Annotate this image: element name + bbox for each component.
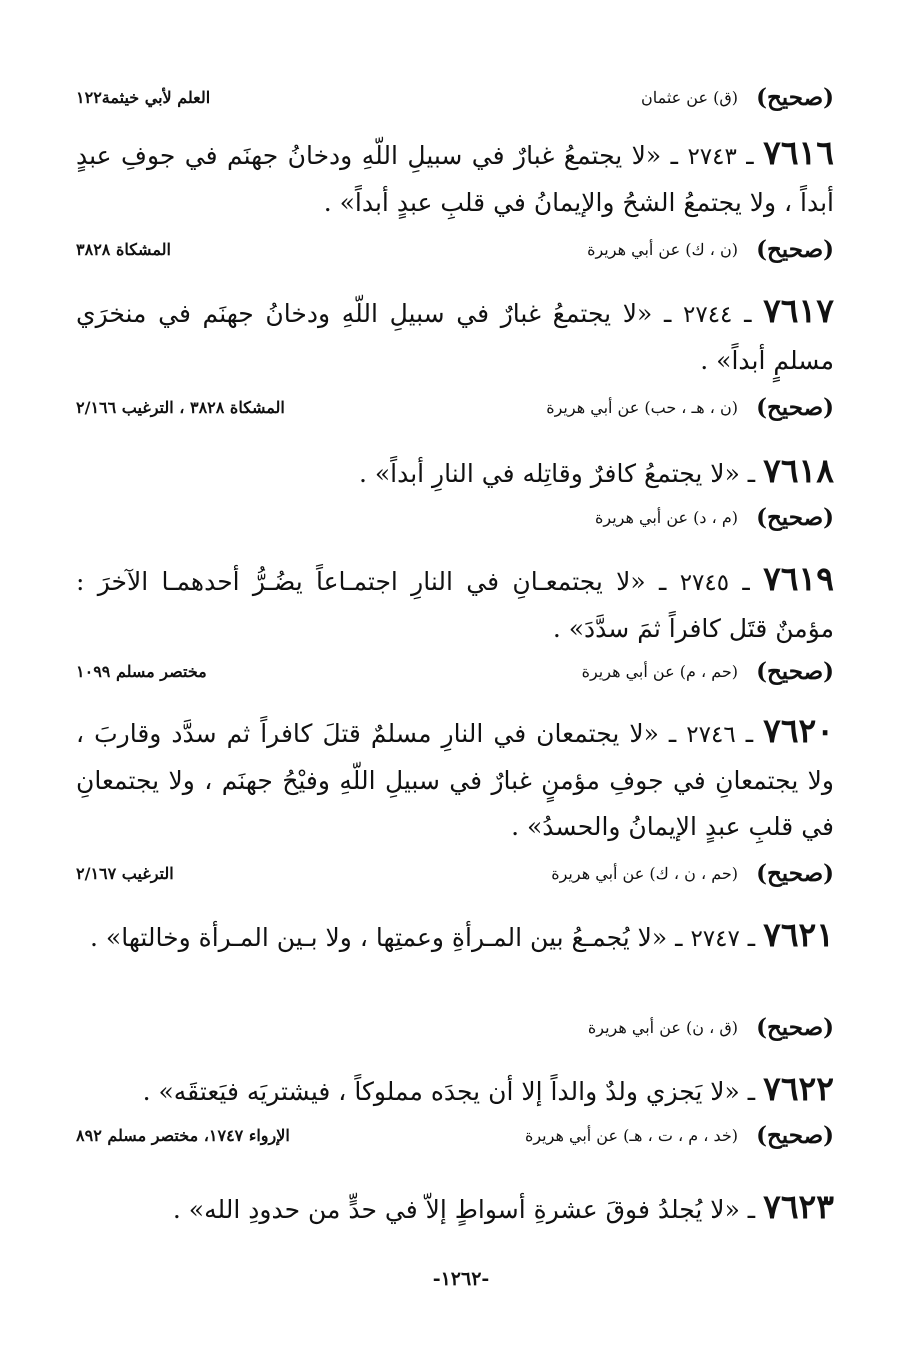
hadith-entry: ٧٦١٦ ـ ٢٧٤٣ ـ «لا يجتمعُ غبارٌ في سبيلِ اللّهِ ودخانُ جهنَم في جوفِ عبدٍ أبداً ، ولا يجتمعُ الشحُ والإيمانُ في قلبِ عبدٍ أبداً» .	[76, 133, 834, 217]
hadith-number: ٧٦٢١	[763, 915, 834, 954]
references-text: مختصر مسلم ١٠٩٩	[76, 661, 207, 681]
source-line	[76, 502, 834, 532]
hadith-text: «لا يُجمـعُ بين المـرأةِ وعمتِها ، ولا بـين المـرأة وخالتها» .	[90, 923, 668, 952]
secondary-number: ٢٧٤٥	[679, 570, 730, 596]
hadith-entry: ٧٦٢٢ ـ «لا يَجزي ولدٌ والداً إلا أن يجدَه مملوكاً ، فيشتريَه فيَعتقَه» .	[142, 1069, 834, 1108]
hadith-number: ٧٦١٨	[763, 451, 834, 490]
source-line	[76, 858, 834, 888]
source-line	[76, 1120, 834, 1150]
grade-label: (صحيح)	[756, 657, 834, 685]
grade-label: (صحيح)	[756, 393, 834, 421]
secondary-number: ٢٧٤٦	[686, 722, 736, 748]
sources-text: (حم ، ن ، ك) عن أبي هريرة	[551, 863, 738, 883]
hadith-number: ٧٦٢٢	[763, 1069, 834, 1108]
sources-text: (م ، د) عن أبي هريرة	[595, 507, 738, 527]
page-number: -١٢٦٢-	[432, 1268, 490, 1290]
sources-text: (خد ، م ، ت ، هـ) عن أبي هريرة	[524, 1125, 738, 1145]
grade-label: (صحيح)	[756, 1013, 834, 1041]
hadith-text: «لا يجتمعُ غبارٌ في سبيلِ اللّهِ ودخانُ جهنَم في جوفِ عبدٍ أبداً ، ولا يجتمعُ الشحُ والإيمانُ في قلبِ عبدٍ أبداً» .	[76, 141, 834, 217]
hadith-text: «لا يَجزي ولدٌ والداً إلا أن يجدَه مملوكاً ، فيشتريَه فيَعتقَه» .	[142, 1077, 740, 1106]
hadith-text: «لا يجتمعُ غبارٌ في سبيلِ اللّهِ ودخانُ جهنَم في منخرَي مسلمٍ أبداً» .	[76, 299, 834, 375]
hadith-entry: ٧٦٢٠ ـ ٢٧٤٦ ـ «لا يجتمعان في النارِ مسلمٌ قتلَ كافراً ثم سدَّد وقاربَ ، ولا يجتمعانِ في جوفِ مؤمنٍ غبارٌ في سبيلِ اللّهِ وفيْحُ جهنَم ، ولا يجتمعانِ في قلبِ عبدٍ الإيمانُ والحسدُ» .	[76, 711, 834, 841]
hadith-entry: ٧٦١٧ ـ ٢٧٤٤ ـ «لا يجتمعُ غبارٌ في سبيلِ اللّهِ ودخانُ جهنَم في منخرَي مسلمٍ أبداً» .	[76, 291, 834, 375]
grade-label: (صحيح)	[756, 503, 834, 531]
hadith-text: «لا يجتمعان في النارِ مسلمٌ قتلَ كافراً ثم سدَّد وقاربَ ، ولا يجتمعانِ في جوفِ مؤمنٍ غبارٌ في سبيلِ اللّهِ وفيْحُ جهنَم ، ولا يجتمعانِ في قلبِ عبدٍ الإيمانُ والحسدُ» .	[76, 719, 834, 841]
hadith-entry: ٧٦٢٣ ـ «لا يُجلدُ فوقَ عشرةِ أسواطٍ إلاّ في حدٍّ من حدودِ الله» .	[172, 1187, 834, 1226]
hadith-number: ٧٦١٩	[763, 559, 834, 598]
hadith-number: ٧٦٢٠	[763, 711, 834, 750]
source-line	[76, 392, 834, 422]
secondary-number: ٢٧٤٤	[682, 302, 733, 328]
hadith-text: «لا يجتمعـانِ في النارِ اجتمـاعاً يضُـرُّ أحدهمـا الآخرَ : مؤمنٌ قتَل كافراً ثمَ سدَّدَ» .	[76, 567, 834, 643]
sources-text: (ق ، ن) عن أبي هريرة	[587, 1017, 738, 1037]
references-text: العلم لأبي خيثمة١٢٢	[76, 87, 211, 107]
source-line	[76, 656, 834, 686]
references-text: المشكاة ٣٨٢٨ ، الترغيب ٢/١٦٦	[76, 397, 285, 417]
references-text: المشكاة ٣٨٢٨	[76, 239, 171, 259]
hadith-entry: ٧٦٢١ ـ ٢٧٤٧ ـ «لا يُجمـعُ بين المـرأةِ وعمتِها ، ولا بـين المـرأة وخالتها» .	[90, 915, 834, 954]
grade-label: (صحيح)	[756, 235, 834, 263]
hadith-number: ٧٦٢٣	[763, 1187, 834, 1226]
hadith-number: ٧٦١٦	[763, 133, 834, 172]
hadith-text: «لا يجتمعُ كافرٌ وقاتِله في النارِ أبداً» .	[358, 459, 740, 488]
secondary-number: ٢٧٤٣	[687, 144, 737, 170]
hadith-entry: ٧٦١٩ ـ ٢٧٤٥ ـ «لا يجتمعـانِ في النارِ اجتمـاعاً يضُـرُّ أحدهمـا الآخرَ : مؤمنٌ قتَل كافراً ثمَ سدَّدَ» .	[76, 559, 834, 643]
references-text: الإرواء ١٧٤٧، مختصر مسلم ٨٩٢	[76, 1125, 290, 1145]
hadith-text: «لا يُجلدُ فوقَ عشرةِ أسواطٍ إلاّ في حدٍّ من حدودِ الله» .	[172, 1195, 740, 1224]
secondary-number: ٢٧٤٧	[690, 926, 740, 952]
source-line	[76, 234, 834, 264]
references-text: الترغيب ٢/١٦٧	[76, 863, 174, 883]
sources-text: (ق) عن عثمان	[640, 87, 738, 107]
hadith-entry: ٧٦١٨ ـ «لا يجتمعُ كافرٌ وقاتِله في النارِ أبداً» .	[358, 451, 834, 490]
grade-label: (صحيح)	[756, 1121, 834, 1149]
sources-text: (حم ، م) عن أبي هريرة	[581, 661, 738, 681]
sources-text: (ن ، هـ ، حب) عن أبي هريرة	[546, 397, 738, 417]
source-line	[76, 1012, 834, 1042]
grade-label: (صحيح)	[756, 859, 834, 887]
sources-text: (ن ، ك) عن أبي هريرة	[587, 239, 738, 259]
grade-label: (صحيح)	[756, 83, 834, 111]
hadith-number: ٧٦١٧	[763, 291, 834, 330]
source-line	[76, 82, 834, 112]
